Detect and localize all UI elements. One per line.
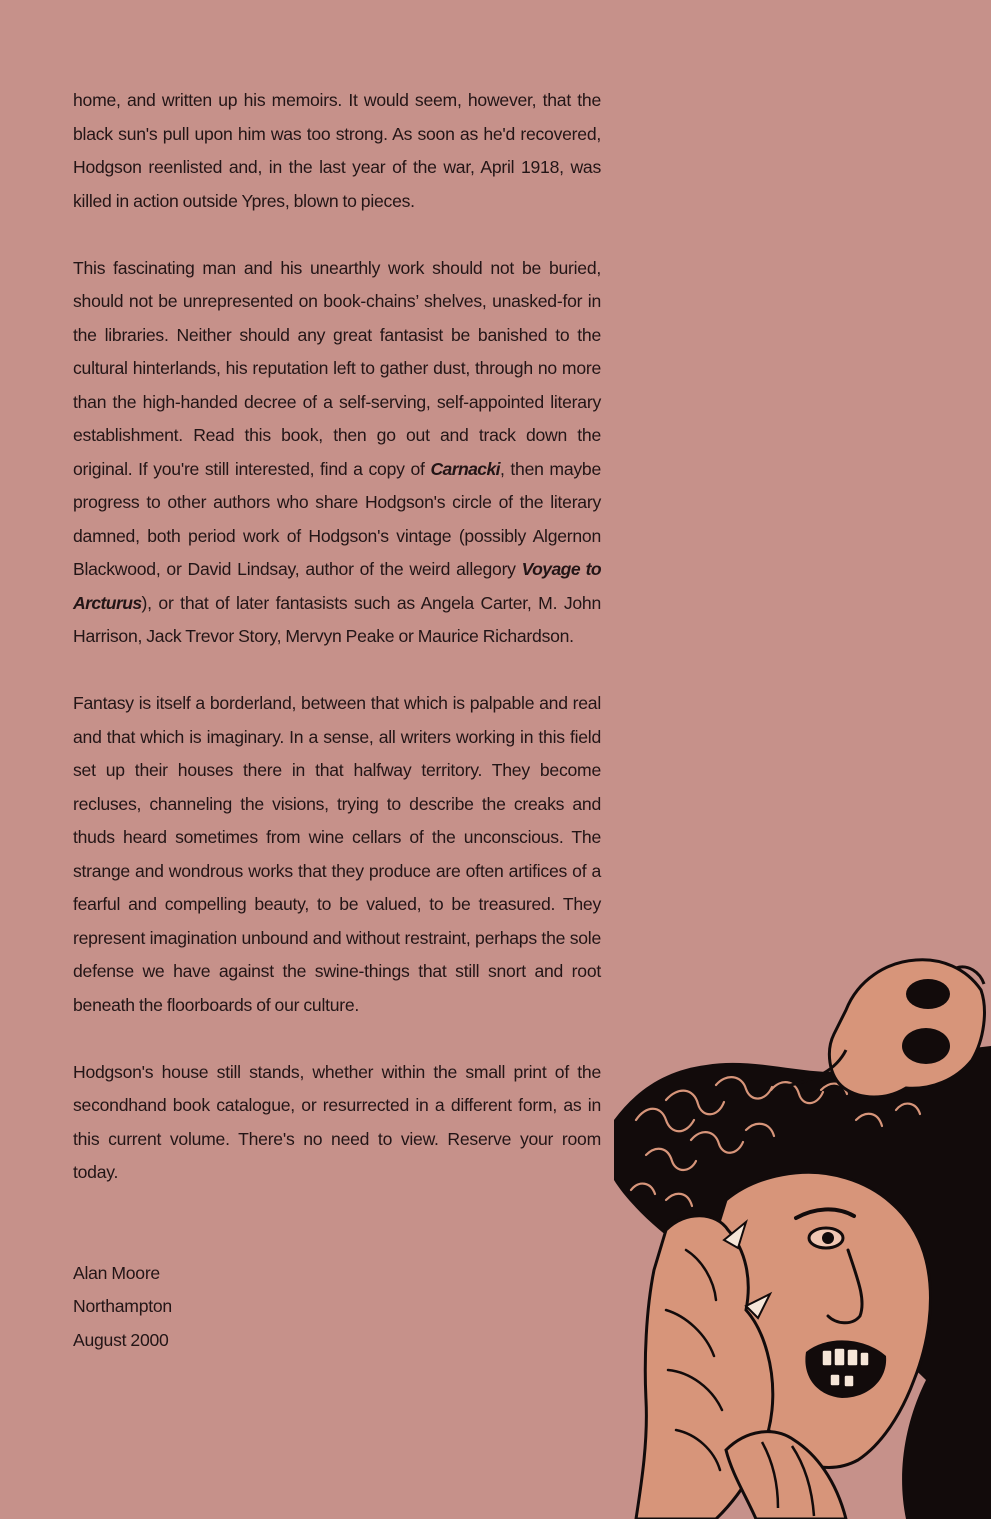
signature-place: Northampton [73,1296,172,1316]
signature-author: Alan Moore [73,1262,160,1283]
essay-paragraph [73,252,601,654]
pig-skull-crowned-face-illustration-icon [596,950,991,1519]
essay-text-column [73,84,601,1357]
essay-paragraph [73,687,601,1022]
paragraph-text: Fantasy is itself a borderland, between that which is palpable and real and that which is imaginary. In a sense, all writers working in this field set up their houses there in that halfway territory. They become recluses, channeling the visions, trying to describe the creaks and thuds heard sometimes from wine cellars of the unconscious. The strange and wondrous works that they produce are often artifices of a fearful and compelling beauty, to be valued, to be treasured. They represent imagination unbound and without restraint, perhaps the sole defense we have against the swine-things that still snort and root beneath the floorboards of our culture. [73,693,601,1015]
paragraph-text: This fascinating man and his unearthly work should not be buried, should not be unrepresented on book-chains’ shelves, unasked-for in the libraries. Neither should any great fantasist be banished to the cultural hinterlands, his reputation left to gather dust, through no more than the high-handed decree of a self-serving, self-appointed literary establishment. Read this book, then go out and track down the original. If you're still interested, find a copy of [73,257,601,479]
paragraph-text: home, and written up his memoirs. It would seem, however, that the black sun's pull upon him was too strong. As soon as he'd recovered, Hodgson reenlisted and, in the last year of the war, April 1918, was killed in action outside Ypres, blown to pieces. [73,90,601,211]
essay-paragraph [73,1056,601,1190]
signature-block [73,1257,601,1358]
pig-skull-nostril [902,1028,950,1064]
paragraph-text: , then maybe progress to other authors who share Hodgson's circle of the literary damned, both period work of Hodgson's vintage (possibly Algernon Blackwood, or David Lindsay, author of the weird allegory [73,458,601,579]
book-title: Voyage to Arcturus [73,559,601,613]
essay-paragraphs [73,84,601,1190]
essay-paragraph [73,84,601,218]
paragraph-text: ), or that of later fantasists such as Angela Carter, M. John Harrison, Jack Trevor Story, Mervyn Peake or Maurice Richardson. [73,592,601,646]
paragraph-text: Hodgson's house still stands, whether within the small print of the secondhand book catalogue, or resurrected in a different form, as in this current volume. There's no need to view. Reserve your room today. [73,1061,601,1182]
pig-skull-eye-socket [906,979,950,1009]
signature-date: August 2000 [73,1329,169,1350]
book-title: Carnacki [430,458,500,479]
